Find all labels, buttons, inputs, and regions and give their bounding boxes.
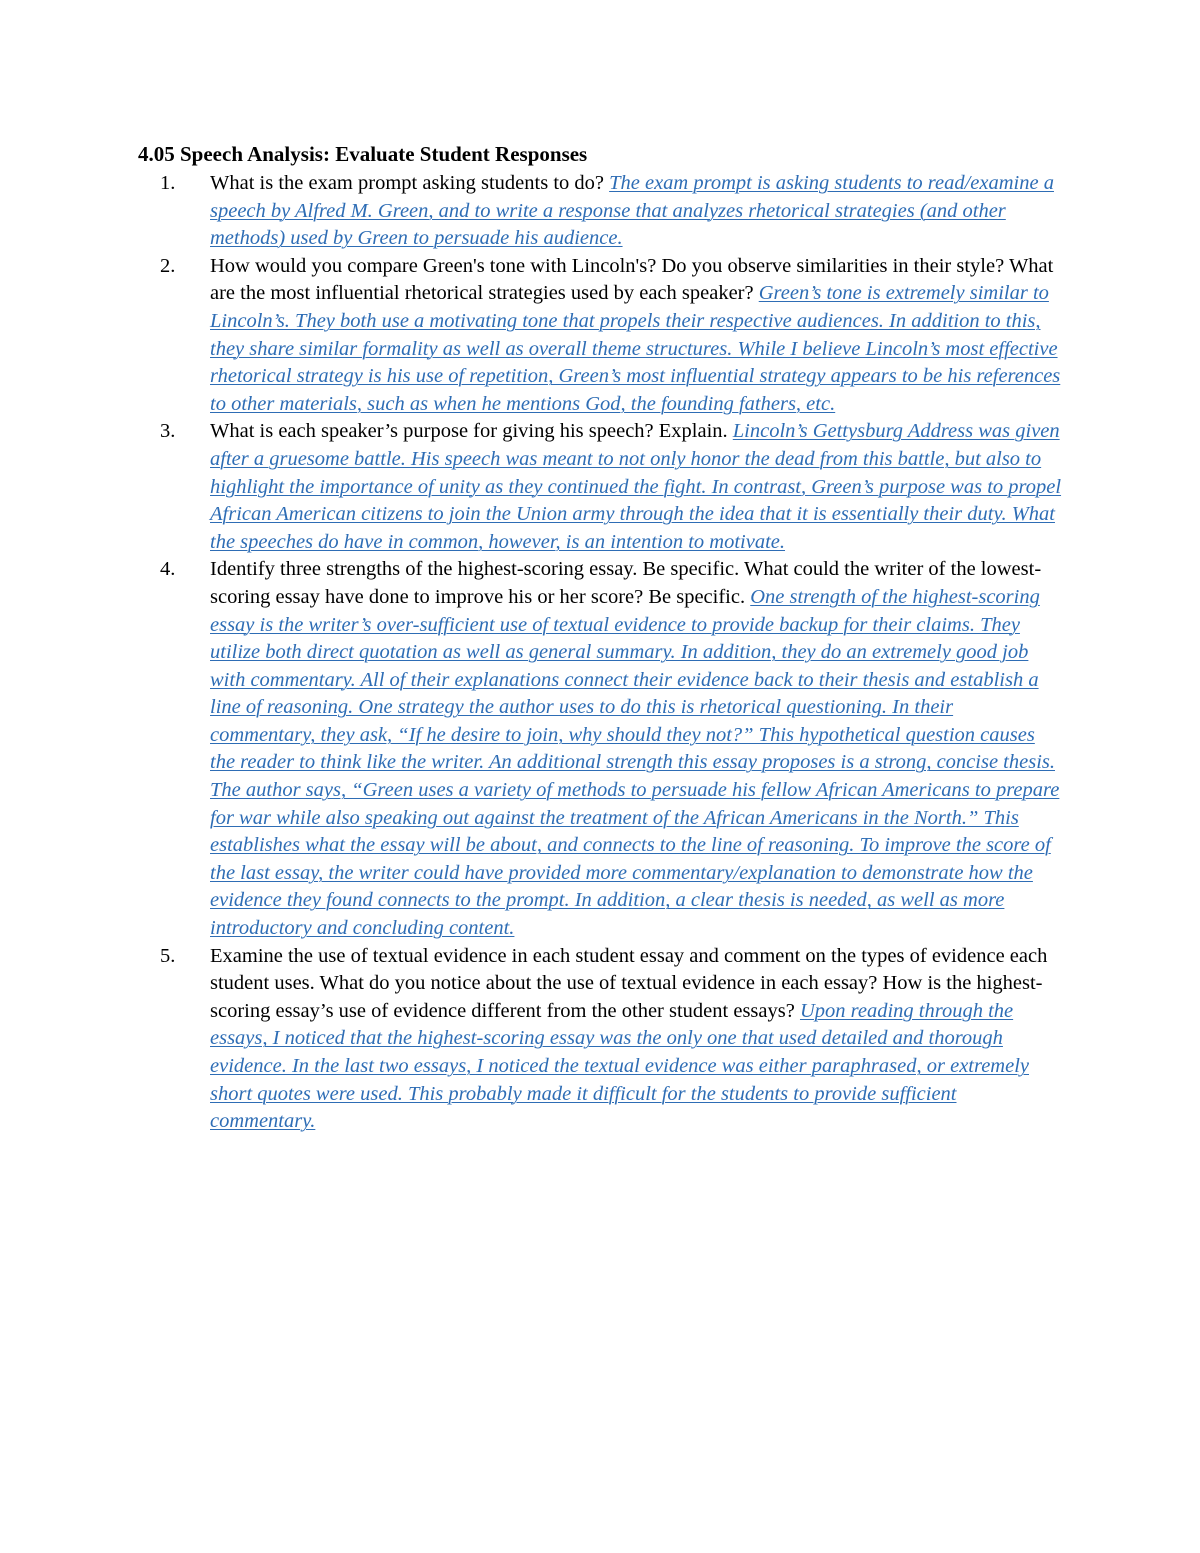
question-item-4 (0, 556, 1062, 942)
question-number: 1. (160, 172, 176, 194)
question-prompt: How would you compare Green's tone with Lincoln's? Do you observe similarities in their style? What are the most influential rhetorical strategies used by each speaker? (210, 254, 1054, 305)
question-number: 4. (160, 558, 176, 581)
question-item-5 (0, 943, 1062, 1136)
question-number: 2. (160, 254, 176, 277)
question-prompt: What is the exam prompt asking students to do? (210, 172, 610, 194)
question-item-2 (0, 253, 1062, 419)
answer-text: Upon reading through the essays, I noticed that the highest-scoring essay was the only one that used detailed and thorough evidence. In the last two essays, I noticed the textual evidence was either paraphrased, or extremely short quotes were used. This probably made it difficult for the students to provide sufficient commentary. (210, 999, 1029, 1133)
answer-text: The exam prompt is asking students to read/examine a speech by Alfred M. Green, and to write a response that analyzes rhetorical strategies (and other methods) used by Green to persuade his audience. (210, 172, 1054, 250)
question-item-1 (0, 170, 1062, 253)
question-prompt: Examine the use of textual evidence in each student essay and comment on the types of evidence each student uses. What do you notice about the use of textual evidence in each essay? How is the highest-scoring essay’s use of evidence different from the other student essays? (210, 944, 1048, 1022)
question-prompt: What is each speaker’s purpose for giving his speech? Explain. (210, 420, 733, 443)
document-title: 4.05 Speech Analysis: Evaluate Student Responses (138, 142, 588, 166)
question-number: 5. (160, 944, 176, 967)
question-item-3 (0, 418, 1062, 556)
question-list (0, 170, 1200, 1136)
answer-text: One strength of the highest-scoring essay is the writer’s over-sufficient use of textual evidence to provide backup for their claims. They utilize both direct quotation as well as general summary. In addition, they do an extremely good job with commentary. All of their explanations connect their evidence back to their thesis and establish a line of reasoning. One strategy the author uses to do this is rhetorical questioning. In their commentary, they ask, “If he desire to join, why should they not?” This hypothetical question causes the reader to think like the writer. An additional strength this essay proposes is a strong, concise thesis. The author says, “Green uses a variety of methods to persuade his fellow African Americans to prepare for war while also speaking out against the treatment of the African Americans in the North.” This establishes what the essay will be about, and connects to the line of reasoning. To improve the score of the last essay, the writer could have provided more commentary/explanation to demonstrate how the evidence they found connects to the prompt. In addition, a clear thesis is needed, as well as more introductory and concluding content. (210, 585, 1060, 940)
answer-text: Green’s tone is extremely similar to Lincoln’s. They both use a motivating tone that propels their respective audiences. In addition to this, they share similar formality as well as overall theme structures. While I believe Lincoln’s most effective rhetorical strategy is his use of repetition, Green’s most influential strategy appears to be his references to other materials, such as when he mentions God, the founding fathers, etc. (210, 282, 1061, 415)
question-prompt: Identify three strengths of the highest-scoring essay. Be specific. What could the writer of the lowest-scoring essay have done to improve his or her score? Be specific. (210, 558, 1042, 608)
question-number: 3. (160, 420, 176, 443)
answer-text: Lincoln’s Gettysburg Address was given after a gruesome battle. His speech was meant to not only honor the dead from this battle, but also to highlight the importance of unity as they continued the fight. In contrast, Green’s purpose was to propel African American citizens to join the Union army through the idea that it is essentially their duty. What the speeches do have in common, however, is an intention to motivate. (210, 420, 1062, 553)
